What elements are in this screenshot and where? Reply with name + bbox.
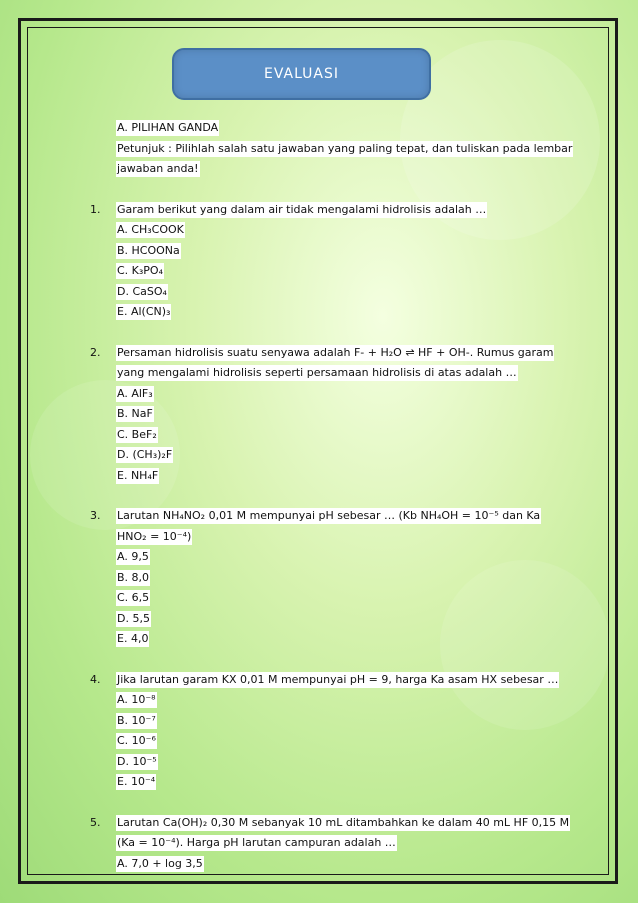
page-title: EVALUASI: [172, 48, 431, 100]
option: C. K₃PO₄: [117, 264, 163, 277]
option: B. 10⁻⁷: [117, 713, 156, 727]
section-heading: A. PILIHAN GANDA: [117, 121, 219, 134]
question-1: [92, 200, 572, 323]
option: C. BeF₂: [117, 427, 157, 441]
question-number: 5.: [90, 815, 101, 829]
question-number: 1.: [90, 202, 101, 216]
question-text: Persaman hidrolisis suatu senyawa adalah F- + H₂O ⇌ HF + OH-. Rumus garam: [117, 345, 554, 359]
option: B. NaF: [117, 407, 153, 420]
document-body: [92, 118, 572, 874]
option: E. Al(CN)₃: [117, 305, 171, 318]
option: C. 6,5: [117, 591, 150, 604]
option: C. 10⁻⁶: [117, 734, 156, 747]
option: B. HCOONa: [117, 243, 180, 257]
option: D. CaSO₄: [117, 284, 167, 298]
option: B. 8,0: [117, 570, 150, 584]
instruction-line: jawaban anda!: [117, 162, 199, 175]
question-number: 4.: [90, 672, 101, 686]
option: E. 4,0: [117, 632, 149, 645]
option: D. 10⁻⁵: [117, 754, 157, 768]
question-4: [92, 670, 572, 793]
instruction-line: Petunjuk : Pilihlah salah satu jawaban yang paling tepat, dan tuliskan pada lembar: [117, 141, 573, 155]
option: A. CH₃COOK: [117, 223, 184, 236]
question-2: [92, 343, 572, 487]
option: D. 5,5: [117, 611, 150, 625]
option: A. 10⁻⁸: [117, 693, 156, 706]
question-5: [92, 813, 572, 875]
question-text: Larutan Ca(OH)₂ 0,30 M sebanyak 10 mL ditambahkan ke dalam 40 mL HF 0,15 M: [117, 815, 570, 829]
option: E. 10⁻⁴: [117, 775, 156, 788]
option: D. (CH₃)₂F: [117, 448, 173, 461]
option: A. 9,5: [117, 550, 149, 563]
option: A. AlF₃: [117, 386, 153, 400]
question-text: Jika larutan garam KX 0,01 M mempunyai pH = 9, harga Ka asam HX sebesar …: [117, 672, 559, 686]
question-text: HNO₂ = 10⁻⁴): [117, 529, 192, 543]
option: A. 7,0 + log 3,5: [117, 856, 203, 870]
question-3: [92, 506, 572, 650]
question-text: Garam berikut yang dalam air tidak mengalami hidrolisis adalah …: [117, 202, 487, 216]
question-text: Larutan NH₄NO₂ 0,01 M mempunyai pH sebesar … (Kb NH₄OH = 10⁻⁵ dan Ka: [117, 509, 541, 522]
question-text: (Ka = 10⁻⁴). Harga pH larutan campuran adalah …: [117, 836, 396, 849]
question-number: 2.: [90, 345, 101, 359]
question-number: 3.: [90, 509, 101, 522]
question-text: yang mengalami hidrolisis seperti persamaan hidrolisis di atas adalah …: [117, 366, 517, 379]
option: E. NH₄F: [117, 468, 159, 482]
